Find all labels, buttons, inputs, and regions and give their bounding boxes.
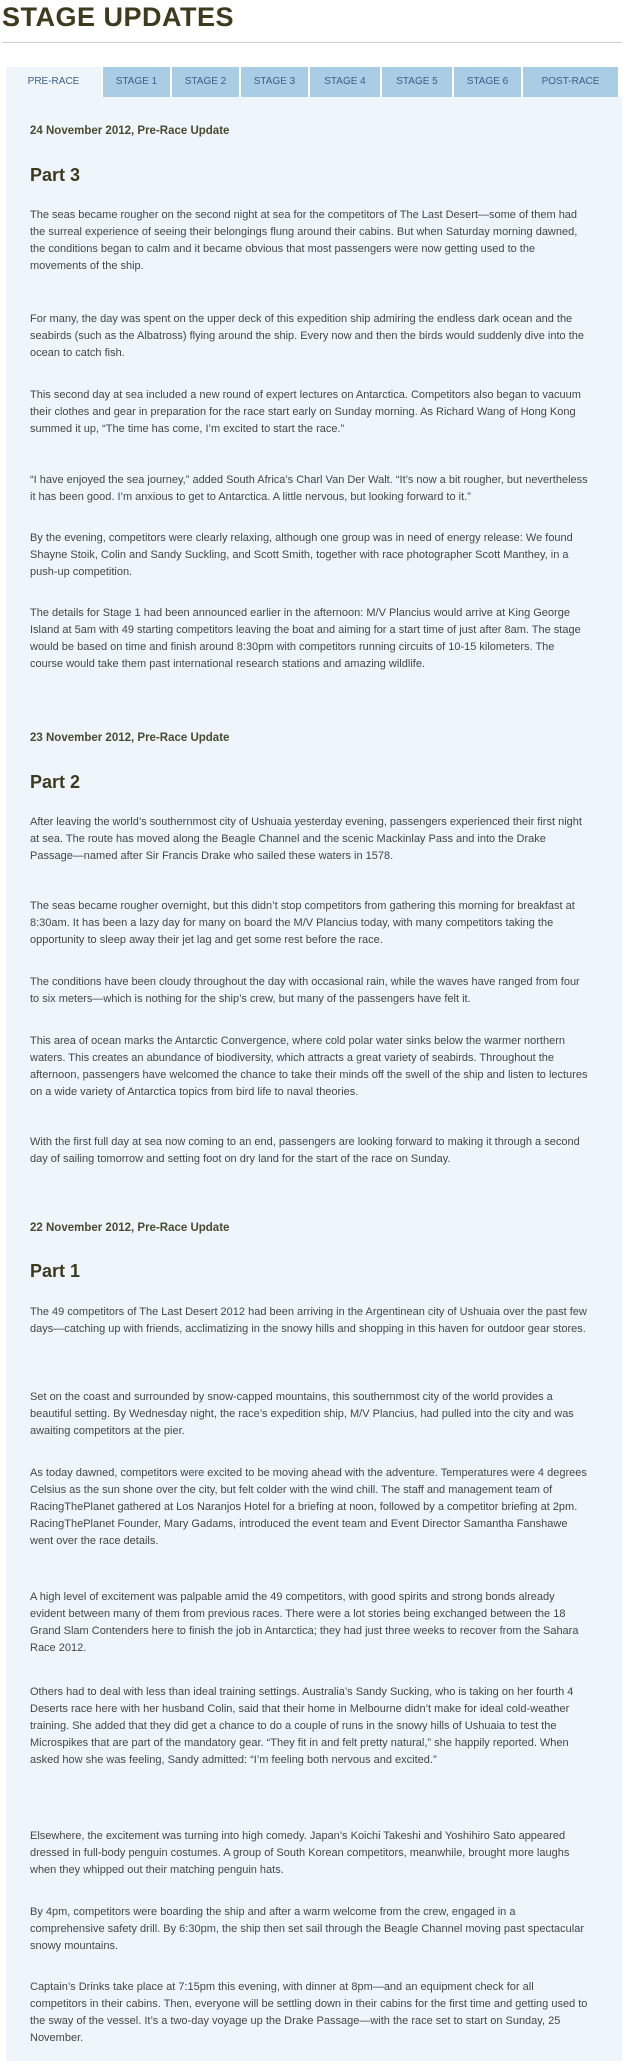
tab-stage-2[interactable]: STAGE 2 bbox=[172, 67, 239, 97]
update-paragraph: The conditions have been cloudy throughout the day with occasional rain, while the waves have ranged from four to six meters—which is nothing for the ship’s crew, but many of the passengers have felt it. bbox=[30, 976, 580, 1005]
update-paragraph: The details for Stage 1 had been announced earlier in the afternoon: M/V Plancius would arrive at King George Island at 5am with 49 starting competitors leaving the boat and aiming for a start time of just after 8am. The stage would be based on time and finish around 8:30pm with competitors running circuits of 10-15 kilometers. The course would take them past international research stations and amazing wildlife. bbox=[30, 607, 581, 670]
update-date: 22 November 2012, Pre-Race Update bbox=[30, 1222, 230, 1234]
tab-content-panel bbox=[6, 97, 622, 2061]
update-part-heading: Part 2 bbox=[30, 772, 81, 792]
update-paragraph: The seas became rougher overnight, but this didn’t stop competitors from gathering this morning for breakfast at 8:30am. It has been a lazy day for many on board the M/V Plancius today, with many competitors taking the opportunity to sleep away their jet lag and get some rest before the race. bbox=[30, 900, 575, 946]
tab-stage-1[interactable]: STAGE 1 bbox=[103, 67, 170, 97]
update-paragraph: “I have enjoyed the sea journey,” added South Africa’s Charl Van Der Walt. “It’s now a bit rougher, but nevertheless it has been good. I’m anxious to get to Antarctica. A little nervous, but looking forward to it.” bbox=[30, 474, 588, 503]
tab-stage-4[interactable]: STAGE 4 bbox=[310, 67, 380, 97]
tab-stage-3[interactable]: STAGE 3 bbox=[241, 67, 308, 97]
update-paragraph: After leaving the world’s southernmost city of Ushuaia yesterday evening, passengers experienced their first night at sea. The route has moved along the Beagle Channel and the scenic Mackinlay Pass and into the Drake Passage—named after Sir Francis Drake who sailed these waters in 1578. bbox=[30, 816, 582, 862]
page-title: STAGE UPDATES bbox=[2, 2, 235, 32]
update-date: 24 November 2012, Pre-Race Update bbox=[30, 125, 230, 137]
tab-stage-6[interactable]: STAGE 6 bbox=[454, 67, 521, 97]
update-paragraph: By 4pm, competitors were boarding the ship and after a warm welcome from the crew, engaged in a comprehensive safety drill. By 6:30pm, the ship then set sail through the Beagle Channel moving past spectacular snowy mountains. bbox=[30, 1906, 584, 1952]
update-date: 23 November 2012, Pre-Race Update bbox=[30, 732, 230, 744]
update-paragraph: The seas became rougher on the second night at sea for the competitors of The Last Desert—some of them had the surreal experience of seeing their belongings flung around their cabins. But when Saturday morning dawned, the conditions began to calm and it became obvious that most passengers were now getting used to the movements of the ship. bbox=[30, 209, 578, 272]
tab-stage-5[interactable]: STAGE 5 bbox=[382, 67, 452, 97]
update-part-heading: Part 1 bbox=[30, 1261, 81, 1281]
update-paragraph: Elsewhere, the excitement was turning into high comedy. Japan’s Koichi Takeshi and Yoshihiro Sato appeared dressed in full-body penguin costumes. A group of South Korean competitors, meanwhile, brought more laughs when they whipped out their matching penguin hats. bbox=[30, 1830, 570, 1876]
update-paragraph: This area of ocean marks the Antarctic Convergence, where cold polar water sinks below the warmer northern waters. This creates an abundance of biodiversity, which attracts a great variety of seabirds. Throughout the afternoon, passengers have welcomed the chance to take their minds off the swell of the ship and listen to lectures on a wide variety of Antarctica topics from bird life to naval theories. bbox=[30, 1035, 588, 1098]
update-part-heading: Part 3 bbox=[30, 165, 81, 185]
update-paragraph: A high level of excitement was palpable amid the 49 competitors, with good spirits and strong bonds already evident between many of them from previous races. There were a lot stories being exchanged between the 18 Grand Slam Contenders here to finish the job in Antarctica; they had just three weeks to recover from the Sahara Race 2012. bbox=[30, 1591, 579, 1654]
title-divider bbox=[2, 42, 622, 43]
update-paragraph: For many, the day was spent on the upper deck of this expedition ship admiring the endless dark ocean and the seabirds (such as the Albatross) flying around the ship. Every now and then the birds would suddenly dive into the ocean to catch fish. bbox=[30, 313, 584, 359]
update-paragraph: As today dawned, competitors were excited to be moving ahead with the adventure. Temperatures were 4 degrees Celsius as the sun shone over the city, but felt colder with the wind chill. The staff and management team of RacingThePlanet gathered at Los Naranjos Hotel for a briefing at noon, followed by a competitor briefing at 2pm. RacingThePlanet Founder, Mary Gadams, introduced the event team and Event Director Samantha Fanshawe went over the race details. bbox=[30, 1467, 587, 1547]
stage-tabs bbox=[6, 67, 622, 97]
update-paragraph: Set on the coast and surrounded by snow-capped mountains, this southernmost city of the world provides a beautiful setting. By Wednesday night, the race’s expedition ship, M/V Plancius, had pulled into the city and was awaiting competitors at the pier. bbox=[30, 1391, 574, 1437]
update-paragraph: Others had to deal with less than ideal training settings. Australia’s Sandy Sucking, who is taking on her fourth 4 Deserts race here with her husband Colin, said that their home in Melbourne didn’t make for ideal cold-weather training. She added that they did get a chance to do a couple of runs in the snowy hills of Ushuaia to test the Microspikes that are part of the mandatory gear. “They fit in and felt pretty natural,” she happily reported. When asked how she was feeling, Sandy admitted: “I’m feeling both nervous and excited.” bbox=[30, 1686, 574, 1766]
update-paragraph: This second day at sea included a new round of expert lectures on Antarctica. Competitors also began to vacuum their clothes and gear in preparation for the race start early on Sunday morning. As Richard Wang of Hong Kong summed it up, “The time has come, I’m excited to start the race.” bbox=[30, 389, 581, 435]
update-paragraph: With the first full day at sea now coming to an end, passengers are looking forward to making it through a second day of sailing tomorrow and setting foot on dry land for the start of the race on Sunday. bbox=[30, 1136, 580, 1165]
update-paragraph: By the evening, competitors were clearly relaxing, although one group was in need of energy release: We found Shayne Stoik, Colin and Sandy Suckling, and Scott Smith, together with race photographer Scott Manthey, in a push-up competition. bbox=[30, 532, 573, 578]
update-paragraph: Captain’s Drinks take place at 7:15pm this evening, with dinner at 8pm—and an equipment check for all competitors in their cabins. Then, everyone will be settling down in their cabins for the first time and getting used to the sway of the vessel. It’s a two-day voyage up the Drake Passage—with the race set to start on Sunday, 25 November. bbox=[30, 1981, 588, 2044]
tab-pre-race[interactable]: PRE-RACE bbox=[6, 67, 101, 97]
update-paragraph: The 49 competitors of The Last Desert 2012 had been arriving in the Argentinean city of Ushuaia over the past few days—catching up with friends, acclimatizing in the snowy hills and shopping in this haven for outdoor gear stores. bbox=[30, 1306, 587, 1335]
tab-post-race[interactable]: POST-RACE bbox=[523, 67, 618, 97]
